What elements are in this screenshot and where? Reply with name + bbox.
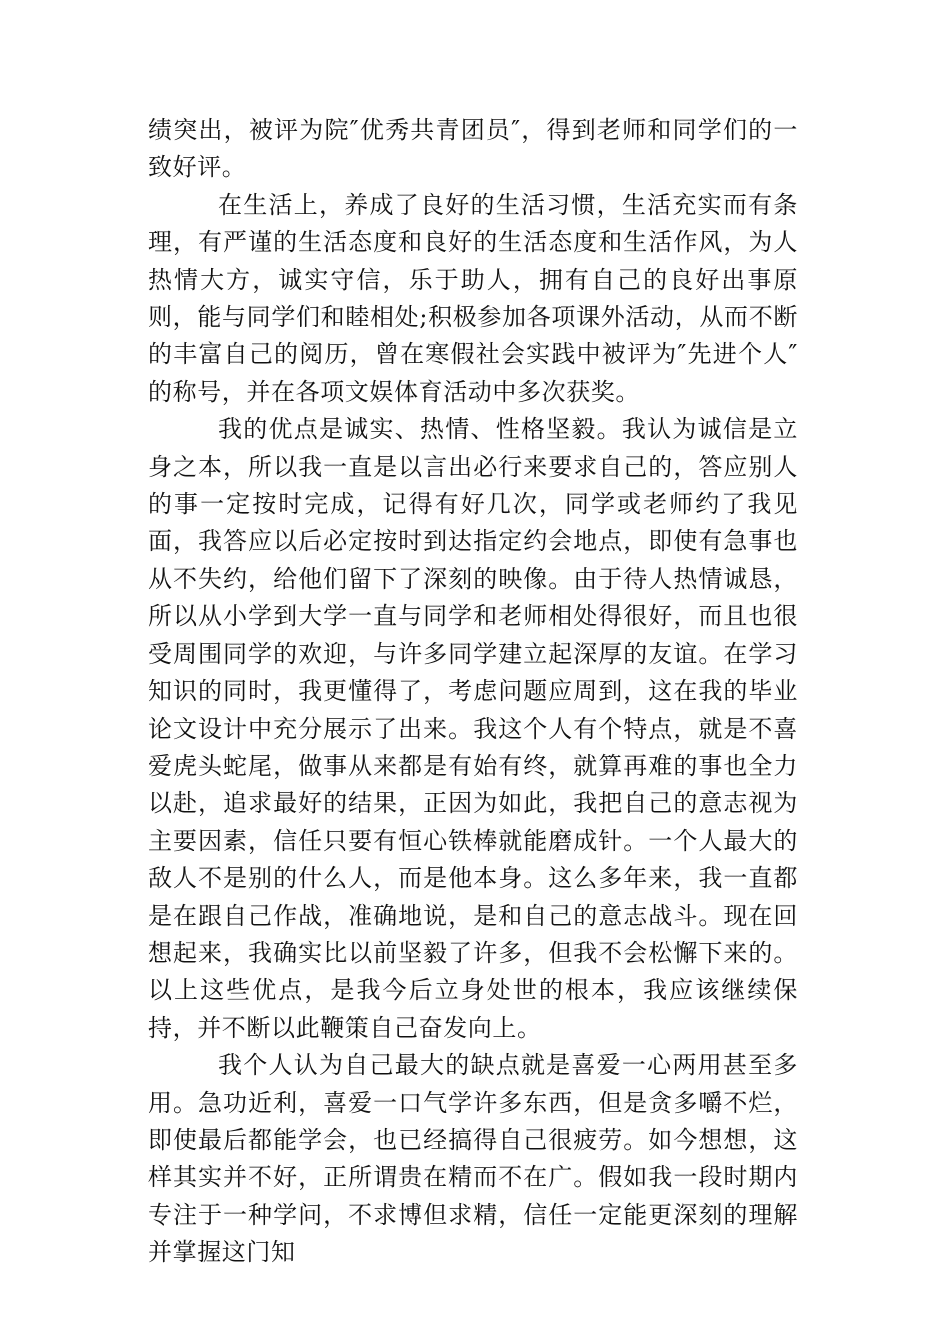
paragraph-1: 绩突出，被评为院″优秀共青团员″，得到老师和同学们的一致好评。 (148, 116, 798, 182)
paragraph-4: 我个人认为自己最大的缺点就是喜爱一心两用甚至多用。急功近利，喜爱一口气学许多东西，但是贪多嚼不烂，即使最后都能学会，也已经搞得自己很疲劳。如今想想，这样其实并不好，正所谓贵在精而不在广。假如我一段时期内专注于一种学问，不求博但求精，信任一定能更深刻的理解并掌握这门知 (148, 1051, 798, 1267)
paragraph-2: 在生活上，养成了良好的生活习惯，生活充实而有条理，有严谨的生活态度和良好的生活态度和生活作风，为人热情大方，诚实守信，乐于助人，拥有自己的良好出事原则，能与同学们和睦相处;积极参加各项课外活动，从而不断的丰富自己的阅历，曾在寒假社会实践中被评为″先进个人″的称号，并在各项文娱体育活动中多次获奖。 (148, 190, 798, 406)
document-page (148, 112, 798, 1272)
paragraph-3: 我的优点是诚实、热情、性格坚毅。我认为诚信是立身之本，所以我一直是以言出必行来要求自己的，答应别人的事一定按时完成，记得有好几次，同学或老师约了我见面，我答应以后必定按时到达指定约会地点，即使有急事也从不失约，给他们留下了深刻的映像。由于待人热情诚恳，所以从小学到大学一直与同学和老师相处得很好，而且也很受周围同学的欢迎，与许多同学建立起深厚的友谊。在学习知识的同时，我更懂得了，考虑问题应周到，这在我的毕业论文设计中充分展示了出来。我这个人有个特点，就是不喜爱虎头蛇尾，做事从来都是有始有终，就算再难的事也全力以赴，追求最好的结果，正因为如此，我把自己的意志视为主要因素，信任只要有恒心铁棒就能磨成针。一个人最大的敌人不是别的什么人，而是他本身。这么多年来，我一直都是在跟自己作战，准确地说，是和自己的意志战斗。现在回想起来，我确实比以前坚毅了许多，但我不会松懈下来的。以上这些优点，是我今后立身处世的根本，我应该继续保持，并不断以此鞭策自己奋发向上。 (148, 415, 798, 1042)
